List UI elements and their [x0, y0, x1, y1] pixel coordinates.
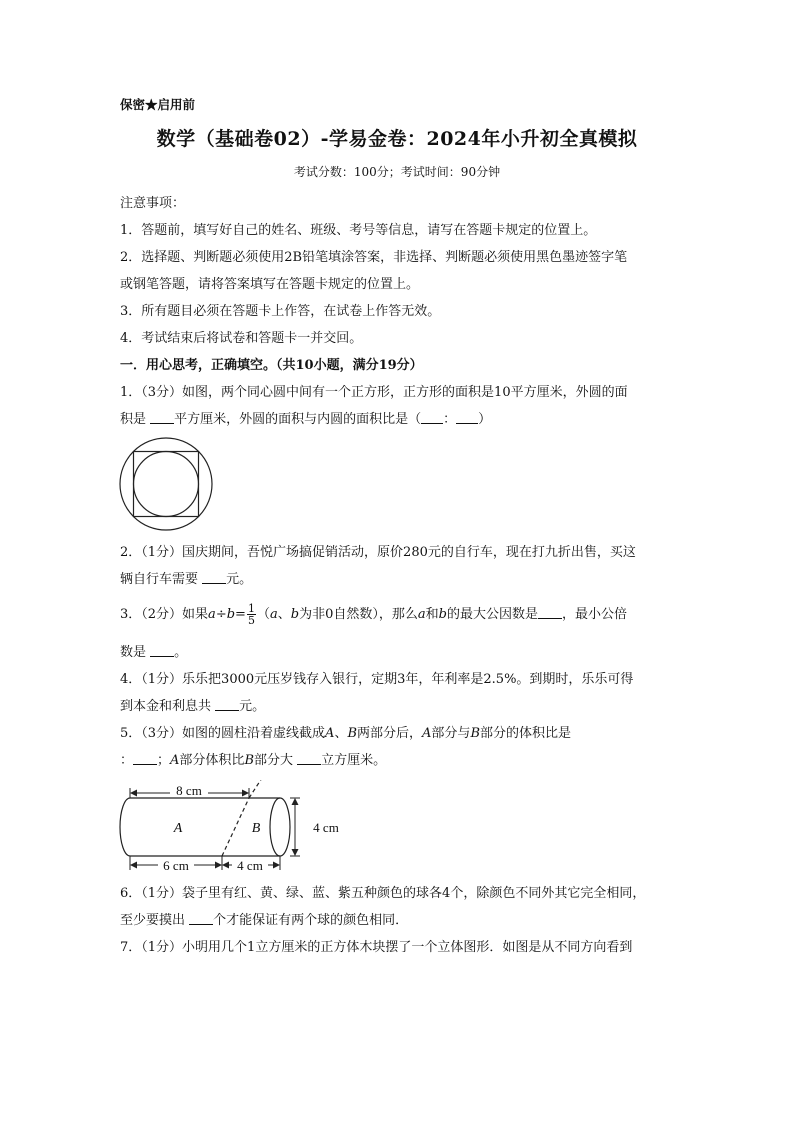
- notice-item: 或钢笔答题，请将答案填写在答题卡规定的位置上。: [120, 277, 420, 292]
- part-a-label: A: [173, 821, 183, 836]
- cylinder-figure: [112, 780, 342, 876]
- answer-blank[interactable]: [189, 912, 213, 925]
- question-1-line2: 积是 平方厘米，外圆的面积与内圆的面积比是（ ： ）: [120, 412, 492, 427]
- question-3-line2: 数是 。: [120, 645, 188, 660]
- part-b-label: B: [251, 821, 261, 836]
- right-dimension-label: 4 cm: [313, 820, 339, 835]
- confidential-label: 保密★启用前: [120, 97, 196, 112]
- question-4-line2: 到本金和利息共 元。: [120, 699, 266, 714]
- section-heading: 一．用心思考，正确填空。（共10小题，满分19分）: [120, 358, 423, 373]
- question-5-line2: ： ；A部分体积比B部分大 立方厘米。: [120, 753, 387, 768]
- question-4-line: 4．（1分）乐乐把3000元压岁钱存入银行，定期3年，年利率是2.5%。到期时，乐乐可得: [120, 672, 634, 687]
- question-6-line2: 至少要摸出 个才能保证有两个球的颜色相同．: [120, 913, 409, 928]
- answer-blank[interactable]: [456, 411, 478, 424]
- answer-blank[interactable]: [538, 606, 562, 619]
- top-dimension-label: 8 cm: [176, 783, 202, 798]
- question-6-line: 6．（1分）袋子里有红、黄、绿、蓝、紫五种颜色的球各4个，除颜色不同外其它完全相同，: [120, 886, 646, 901]
- bottom-left-dimension-label: 6 cm: [163, 858, 189, 873]
- answer-blank[interactable]: [215, 698, 239, 711]
- concentric-circles-figure: [118, 436, 214, 532]
- notice-item: 1．答题前，填写好自己的姓名、班级、考号等信息，请写在答题卡规定的位置上。: [120, 223, 597, 238]
- page-title: 数学（基础卷02）-学易金卷：2024年小升初全真模拟: [156, 128, 638, 150]
- answer-blank[interactable]: [202, 571, 226, 584]
- answer-blank[interactable]: [150, 411, 174, 424]
- answer-blank[interactable]: [150, 644, 174, 657]
- question-3-line: 3．（2分）如果a÷b= $\frac{1}{5}$ （a、b为非0自然数），那么a和b的最大公因数是 ，最小公倍: [120, 602, 627, 627]
- answer-blank[interactable]: [297, 752, 321, 765]
- answer-blank[interactable]: [421, 411, 443, 424]
- question-1-line: 1．（3分）如图，两个同心圆中间有一个正方形，正方形的面积是10平方厘米，外圆的面: [120, 385, 628, 400]
- notice-heading: 注意事项：: [120, 196, 186, 211]
- bottom-right-dimension-label: 4 cm: [237, 858, 263, 873]
- notice-item: 3．所有题目必须在答题卡上作答，在试卷上作答无效。: [120, 304, 441, 319]
- question-2-line: 2．（1分）国庆期间，吾悦广场搞促销活动，原价280元的自行车，现在打九折出售，买这: [120, 545, 636, 560]
- notice-item: 4．考试结束后将试卷和答题卡一并交回。: [120, 331, 363, 346]
- fraction: $\frac{1}{5}$: [247, 602, 255, 627]
- question-2-line2: 辆自行车需要 元。: [120, 572, 253, 587]
- question-5-line: 5．（3分）如图的圆柱沿着虚线截成A、B两部分后，A部分与B部分的体积比是: [120, 726, 572, 741]
- question-7-line: 7．（1分）小明用几个1立方厘米的正方体木块摆了一个立体图形．如图是从不同方向看到: [120, 940, 633, 955]
- exam-info: 考试分数：100分；考试时间：90分钟: [293, 165, 501, 179]
- notice-item: 2．选择题、判断题必须使用2B铅笔填涂答案，非选择、判断题必须使用黑色墨迹签字笔: [120, 250, 628, 265]
- answer-blank[interactable]: [133, 752, 157, 765]
